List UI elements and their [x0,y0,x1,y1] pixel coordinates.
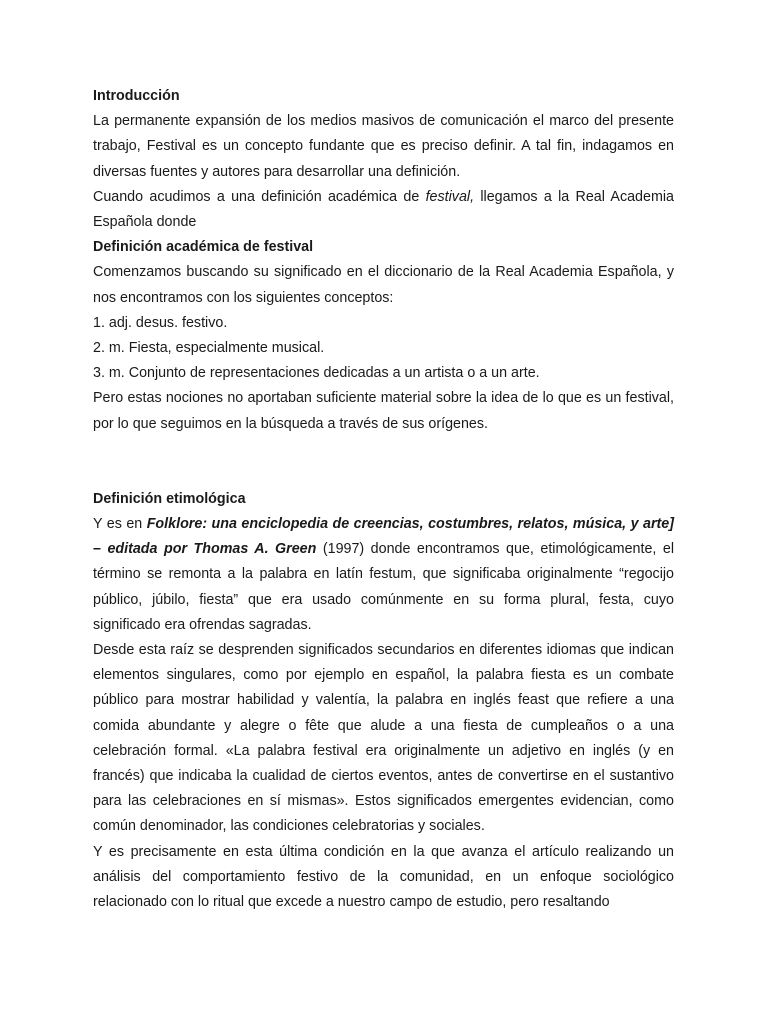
intro-paragraph-1: La permanente expansión de los medios masivos de comunicación el marco del presente trabajo, Festival es un concepto fundante que es preciso definir. A tal fin, indagamos en diversas fuentes y autores para desarrollar una definición. [93,113,674,180]
definition-item-2: 2. m. Fiesta, especialmente musical. [93,340,325,357]
etym-paragraph-2: Desde esta raíz se desprenden significados secundarios en diferentes idiomas que indican elementos singulares, como por ejemplo en español, la palabra fiesta es un combate público para mostrar habilidad y valentía, la palabra en inglés feast que refiere a una comida abundante y alegre o fête que alude a una fiesta de cumpleaños o a una celebración formal. «La palabra festival era originalmente un adjetivo en inglés (y en francés) que indicaba la cualidad de ciertos eventos, antes de convertirse en el sustantivo para las celebraciones en sí mismas». Estos significados emergentes evidencian, como común denominador, las condiciones celebratorias y sociales. [93,642,674,835]
document-page [93,84,674,915]
etym-p1-text-b: (1997) donde encontramos que, etimológicamente, el término se remonta a la palabra en latín festum, que significaba originalmente “regocijo público, júbilo, fiesta” que era usado comúnmente en su forma plural, festa, cuyo significado era ofrendas sagradas. [93,541,674,633]
etym-p1-text-a: Y es en [93,516,147,533]
intro-paragraph-2 [93,185,674,235]
etym-paragraph-3: Y es precisamente en esta última condición en la que avanza el artículo realizando un análisis del comportamiento festivo de la comunidad, en un enfoque sociológico relacionado con lo ritual que excede a nuestro campo de estudio, pero resaltando [93,843,674,911]
academic-paragraph-1: Comenzamos buscando su significado en el diccionario de la Real Academia Española, y nos encontramos con los siguientes conceptos: [93,264,674,306]
intro-p2-text-b: llegamos a la Real Academia Española donde [93,188,674,231]
intro-p2-text-a: Cuando acudimos a una definición académica de [93,188,426,205]
intro-p2-italic-festival: festival, [425,188,475,205]
academic-paragraph-2: Pero estas nociones no aportaban suficiente material sobre la idea de lo que es un festival, por lo que seguimos en la búsqueda a través de sus orígenes. [93,390,674,432]
definition-item-3: 3. m. Conjunto de representaciones dedicadas a un artista o a un arte. [93,365,540,382]
etym-p1-book-title: Folklore: una enciclopedia de creencias, costumbres, relatos, música, y arte] – editada por Thomas A. Green [93,516,675,558]
definition-item-1: 1. adj. desus. festivo. [93,314,228,331]
section-spacer [93,437,674,487]
heading-definicion-etimologica: Definición etimológica [93,490,246,507]
heading-definicion-academica: Definición académica de festival [93,239,314,256]
etym-paragraph-1 [93,512,674,638]
heading-introduccion: Introducción [93,88,180,104]
